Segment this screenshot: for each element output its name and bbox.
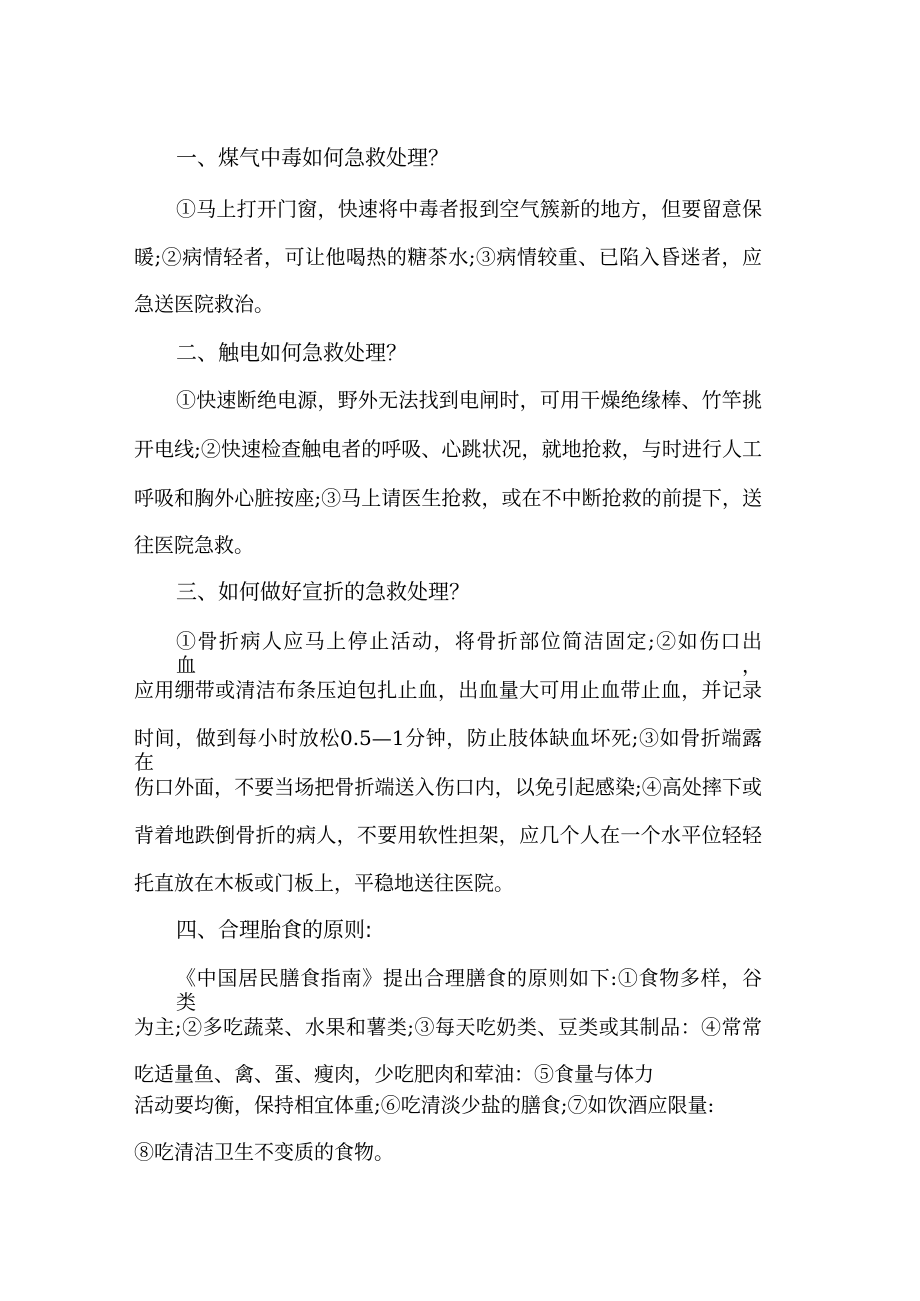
section-4-line-4: 活动要均衡，保持相宜体重;⑥吃清淡少盐的膳食;⑦如饮酒应限量: — [134, 1093, 715, 1117]
section-4-line-2: 为主;②多吃蔬菜、水果和薯类;③每天吃奶类、豆类或其制品：④常常 — [134, 1015, 762, 1039]
section-3-line-6: 托直放在木板或门板上，平稳地送往医院。 — [134, 871, 514, 895]
section-1-line-3: 急送医院救治。 — [134, 292, 274, 316]
section-3-line-4: 伤口外面，不要当场把骨折端送入伤口内，以免引起感染;④高处摔下或 — [134, 775, 762, 799]
section-4-heading: 四、合理胎食的原则: — [176, 918, 373, 942]
section-2-heading: 二、触电如何急救处理？ — [176, 341, 407, 365]
section-1-line-2: 暖;②病情轻者，可让他喝热的糖茶水;③病情较重、已陷入昏迷者，应 — [134, 245, 762, 269]
section-4-line-1: 《中国居民膳食指南》提出合理膳食的原则如下:①食物多样，谷类 — [176, 966, 762, 1014]
section-3-line-5: 背着地跌倒骨折的病人，不要用软性担架，应几个人在一个水平位轻轻 — [134, 823, 762, 847]
section-2-line-2: 开电线;②快速检查触电者的呼吸、心跳状况，就地抢救，与时进行人工 — [134, 437, 762, 461]
section-1-heading: 一、煤气中毒如何急救处理？ — [176, 146, 449, 170]
section-4-line-3: 吃适量鱼、禽、蛋、瘦肉，少吃肥肉和荤油：⑤食量与体力 — [134, 1062, 654, 1086]
section-2-line-1: ①快速断绝电源，野外无法找到电闸时，可用干燥绝缘棒、竹竿挑 — [176, 388, 762, 412]
section-1-line-1: ①马上打开门窗，快速将中毒者报到空气簇新的地方，但要留意保 — [176, 197, 762, 221]
section-4-line-5: ⑧吃清洁卫生不变质的食物。 — [134, 1140, 394, 1164]
section-2-line-3: 呼吸和胸外心脏按座;③马上请医生抢救，或在不中断抢救的前提下，送 — [134, 486, 762, 510]
section-3-heading: 三、如何做好宣折的急救处理？ — [176, 580, 470, 604]
section-2-line-4: 往医院急救。 — [134, 533, 254, 557]
section-3-line-2: 应用绷带或清洁布条压迫包扎止血，出血量大可用止血带止血，并记录 — [134, 678, 762, 702]
section-3-line-1: ①骨折病人应马上停止活动，将骨折部位简洁固定;②如伤口出血， — [176, 629, 762, 677]
section-3-line-3: 时间，做到每小时放松0.5—1分钟，防止肢体缺血坏死;③如骨折端露在 — [134, 726, 762, 774]
